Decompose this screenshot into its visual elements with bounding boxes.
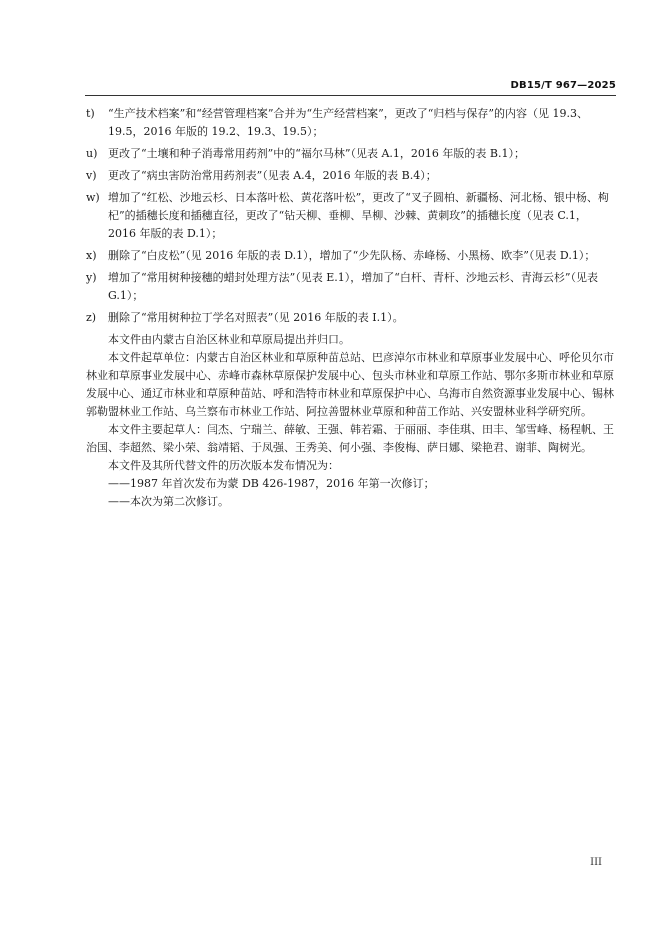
list-marker: z): [86, 311, 97, 324]
list-marker: w): [86, 191, 100, 204]
change-item-t: [86, 105, 614, 141]
list-marker: y): [86, 271, 97, 284]
list-item-text: 删除了“常用树种拉丁学名对照表”（见 2016 年版的表 I.1）。: [108, 311, 404, 324]
change-item-z: [86, 309, 614, 327]
list-item-text: 增加了“常用树种接穗的蜡封处理方法”（见表 E.1），增加了“白杆、青杆、沙地云杉、青海云杉”（见表 G.1）；: [108, 271, 599, 302]
change-item-w: [86, 189, 614, 243]
drafters-paragraph: 本文件主要起草人：闫杰、宁瑞兰、薛敏、王强、韩若霜、于丽丽、李佳琪、田丰、邹雪峰、杨程帆、王治国、李超然、梁小荣、翁靖韬、于凤强、王秀美、何小强、李俊梅、萨日娜、梁艳君、谢菲、陶树光。: [86, 423, 614, 454]
history-entry: ——1987 年首次发布为蒙 DB 426-1987，2016 年第一次修订；: [108, 477, 435, 490]
list-marker: u): [86, 147, 98, 160]
document-body: [86, 105, 614, 511]
list-item-text: 删除了“白皮松”（见 2016 年版的表 D.1），增加了“少先队杨、赤峰杨、小黑杨、欧李”（见表 D.1）；: [108, 249, 596, 262]
drafting-units-paragraph: 本文件起草单位：内蒙古自治区林业和草原种苗总站、巴彦淖尔市林业和草原事业发展中心、呼伦贝尔市林业和草原事业发展中心、赤峰市森林草原保护发展中心、包头市林业和草原工作站、鄂尔多斯市林业和草原发展中心、通辽市林业和草原种苗站、呼和浩特市林业和草原保护中心、乌海市自然资源事业发展中心、锡林郭勒盟林业工作站、乌兰察布市林业工作站、阿拉善盟林业草原和种苗工作站、兴安盟林业科学研究所。: [86, 351, 614, 418]
list-marker: v): [86, 169, 97, 182]
history-intro: 本文件及其所代替文件的历次版本发布情况为：: [108, 459, 339, 472]
list-item-text: 更改了“土壤和种子消毒常用药剂”中的“福尔马林”（见表 A.1，2016 年版的表 B.1）；: [108, 147, 525, 160]
list-marker: t): [86, 107, 95, 120]
change-item-v: [86, 167, 614, 185]
list-item-text: 更改了“病虫害防治常用药剂表”（见表 A.4，2016 年版的表 B.4）；: [108, 169, 437, 182]
list-item-text: 增加了“红松、沙地云杉、日本落叶松、黄花落叶松”，更改了“叉子圆柏、新疆杨、河北杨、银中杨、枸杞”的插穗长度和插穗直径，更改了“钻天柳、垂柳、旱柳、沙棘、黄刺玫”的插穗长度（见表 C.1，2016 年版的表 D.1）；: [108, 191, 609, 240]
list-marker: x): [86, 249, 97, 262]
proposer-paragraph: 本文件由内蒙古自治区林业和草原局提出并归口。: [108, 333, 350, 346]
change-item-y: [86, 269, 614, 305]
list-item-text: “生产技术档案”和“经营管理档案”合并为“生产经营档案”，更改了“归档与保存”的内容（见 19.3、19.5，2016 年版的 19.2、19.3、19.5）；: [108, 107, 588, 138]
standard-code: DB15/T 967—2025: [510, 80, 616, 91]
history-entry: ——本次为第二次修订。: [108, 495, 229, 508]
header-divider: [85, 95, 616, 96]
page-number: III: [590, 857, 602, 868]
change-item-x: [86, 247, 614, 265]
change-item-u: [86, 145, 614, 163]
